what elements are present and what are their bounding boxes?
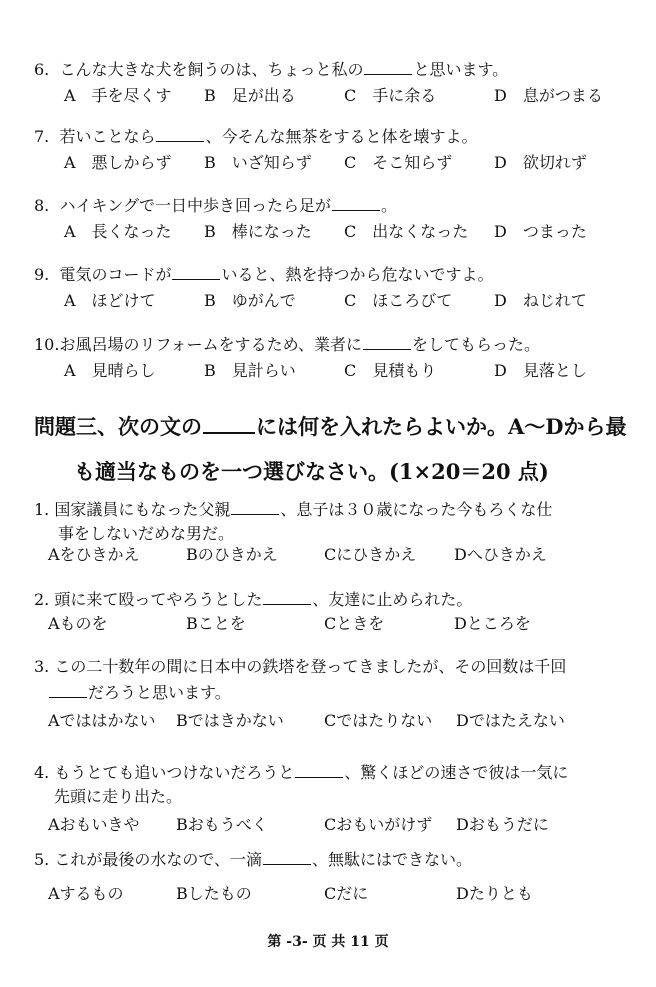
section-3-heading-line2: も適当なものを一つ選びなさい。(1×20＝20 点)	[74, 459, 549, 484]
answer-blank	[49, 696, 87, 698]
option-b: Bおもうべく	[176, 815, 268, 834]
question-number: 5.	[34, 850, 50, 869]
question-number: 10.	[34, 335, 60, 354]
answer-blank	[231, 513, 279, 515]
option-c: C 出なくなった	[344, 222, 469, 241]
option-d: D 欲切れず	[494, 153, 587, 172]
question-number: 3.	[34, 657, 50, 676]
option-d: D 見落とし	[494, 361, 587, 380]
option-a: A 悪しからず	[64, 153, 172, 172]
page-footer: 第 -3- 页 共 11 页	[267, 934, 389, 950]
option-d: Dたりとも	[456, 884, 533, 903]
option-d: Dへひきかえ	[454, 545, 547, 564]
option-b: Bのひきかえ	[186, 545, 278, 564]
option-c: Cおもいがけず	[324, 815, 433, 834]
option-b: B 足が出る	[204, 86, 296, 105]
question-stem: 1. 国家議員にもなった父親 、息子は３０歳になった今もろくな仕	[34, 500, 553, 519]
answer-blank	[263, 863, 311, 865]
question-number: 6.	[34, 60, 50, 79]
question-stem: 5. これが最後の水なので、一滴 、無駄にはできない。	[34, 850, 473, 869]
question-number: 7.	[34, 127, 50, 146]
question-number: 8.	[34, 196, 50, 215]
option-c: Cにひきかえ	[324, 545, 417, 564]
section-3-heading-line1: 問題三、次の文の には何を入れたらよいか。A～Dから最	[34, 414, 627, 439]
option-c: C そこ知らず	[344, 153, 453, 172]
option-d: D 息がつまる	[494, 86, 603, 105]
option-a: A 手を尽くす	[64, 86, 172, 105]
question-stem: 8. ハイキングで一日中歩き回ったら足が 。	[34, 196, 397, 215]
question-number: 4.	[34, 763, 50, 782]
answer-blank	[295, 776, 343, 778]
answer-blank	[332, 209, 380, 211]
option-b: Bしたもの	[176, 884, 252, 903]
question-stem: 2. 頭に来て殴ってやろうとした 、友達に止められた。	[34, 590, 473, 609]
option-d: D つまった	[494, 222, 587, 241]
option-a: Aをひきかえ	[48, 545, 140, 564]
question-stem-continued: 先頭に走り出た。	[54, 787, 183, 806]
answer-blank	[156, 140, 204, 142]
option-d: D ねじれて	[494, 291, 587, 310]
question-stem: 9. 電気のコードが いると、熱を持つから危ないですよ。	[34, 265, 494, 284]
question-stem: 4. もうとても追いつけないだろうと 、驚くほどの速さで彼は一気に	[34, 763, 569, 782]
question-number: 2.	[34, 590, 50, 609]
option-b: Bことを	[186, 614, 246, 633]
answer-blank	[363, 348, 411, 350]
option-a: Aものを	[48, 614, 108, 633]
option-b: B ゆがんで	[204, 291, 296, 310]
answer-blank	[263, 603, 311, 605]
option-a: A ほどけて	[64, 291, 156, 310]
answer-blank	[364, 73, 412, 75]
option-b: Bではきかない	[176, 711, 284, 730]
option-a: Aでははかない	[48, 711, 156, 730]
option-a: Aするもの	[48, 884, 124, 903]
option-c: C 見積もり	[344, 361, 437, 380]
question-stem: 10.お風呂場のリフォームをするため、業者に をしてもらった。	[34, 335, 541, 354]
option-c: C 手に余る	[344, 86, 437, 105]
option-a: A 長くなった	[64, 222, 172, 241]
question-stem-continued: だろうと思います。	[48, 683, 231, 703]
answer-blank	[172, 278, 220, 280]
question-stem: 7. 若いことなら 、今そんな無茶をすると体を壊すよ。	[34, 127, 478, 146]
question-number: 1.	[34, 500, 50, 519]
option-d: Dおもうだに	[456, 815, 549, 834]
question-number: 9.	[34, 265, 50, 284]
option-d: Dところを	[454, 614, 531, 633]
option-a: A 見晴らし	[64, 361, 156, 380]
option-b: B いざ知らず	[204, 153, 312, 172]
option-a: Aおもいきや	[48, 815, 140, 834]
option-d: Dではたえない	[456, 711, 565, 730]
option-c: Cときを	[324, 614, 385, 633]
option-b: B 見計らい	[204, 361, 296, 380]
option-c: Cだに	[324, 884, 369, 903]
question-stem: 6. こんな大きな犬を飼うのは、ちょっと私の と思います。	[34, 60, 509, 79]
option-b: B 棒になった	[204, 222, 312, 241]
answer-blank	[203, 431, 255, 434]
option-c: Cではたりない	[324, 711, 433, 730]
question-stem-continued: 事をしないだめな男だ。	[58, 524, 235, 543]
option-c: C ほころびて	[344, 291, 453, 310]
question-stem: 3. この二十数年の間に日本中の鉄塔を登ってきましたが、その回数は千回	[34, 657, 567, 676]
